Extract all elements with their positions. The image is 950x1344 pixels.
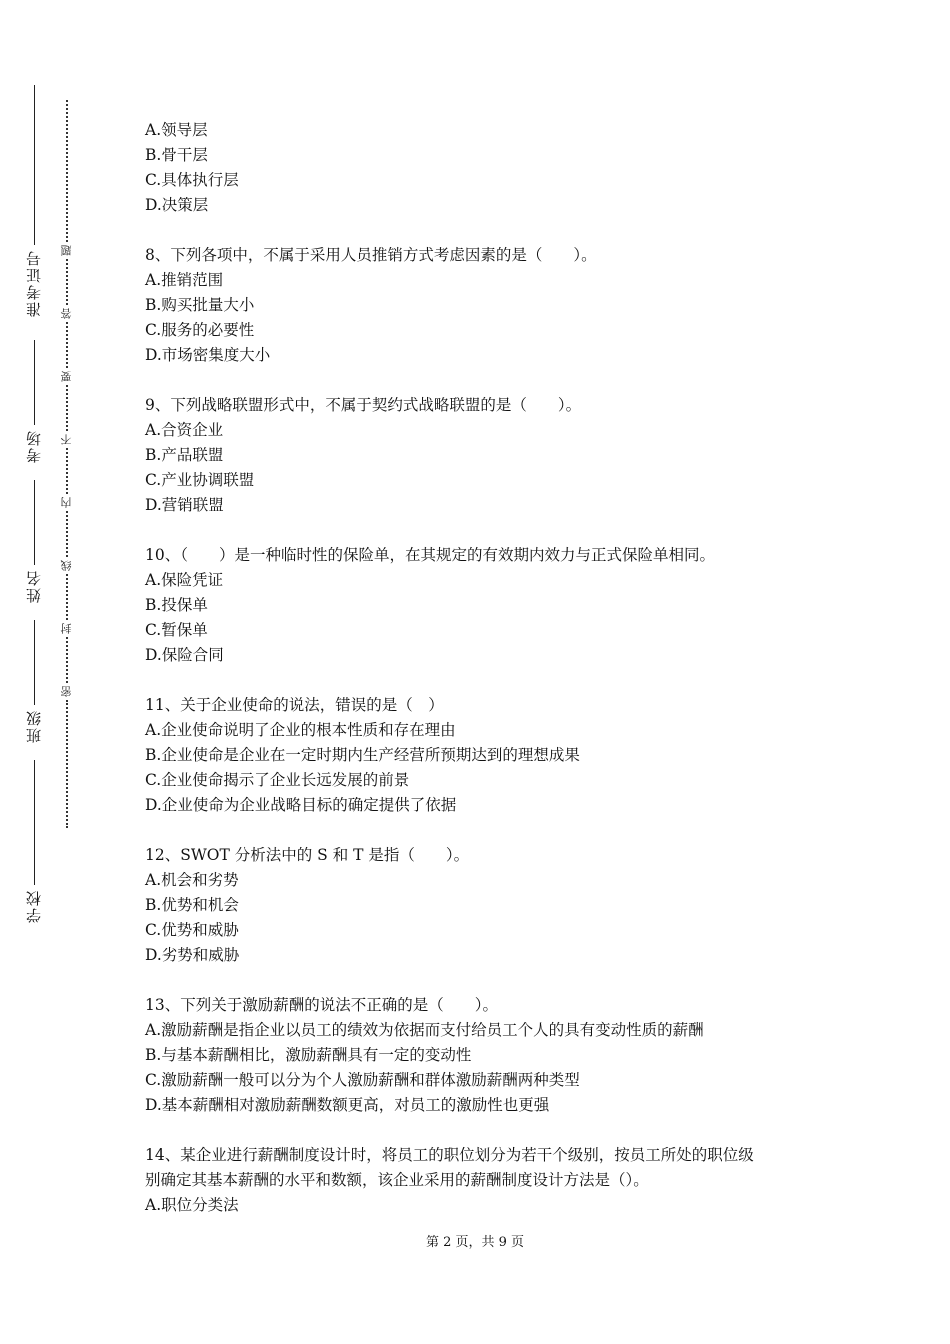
question-list: [145, 118, 825, 1243]
field-underline: [34, 620, 35, 705]
dotted-segment: [66, 100, 68, 242]
option: D.市场密集度大小: [145, 346, 271, 364]
option: D.基本薪酬相对激励薪酬数额更高，对员工的激励性也更强: [145, 1096, 550, 1114]
question-9: [145, 393, 825, 518]
seal-char: 题: [60, 245, 73, 256]
option: A.领导层: [145, 121, 208, 139]
side-field-class: [24, 620, 44, 747]
option: A.激励薪酬是指企业以员工的绩效为依据而支付给员工个人的具有变动性质的薪酬: [145, 1021, 704, 1039]
question-7-options: [145, 118, 825, 218]
field-underline: [34, 480, 35, 565]
dotted-segment: [66, 700, 68, 828]
question-11: [145, 693, 825, 818]
question-stem: 11、关于企业使命的说法，错误的是（ ）: [145, 696, 444, 714]
option: B.产品联盟: [145, 446, 224, 464]
option: D.决策层: [145, 196, 209, 214]
option: D.劣势和威胁: [145, 946, 240, 964]
option: B.投保单: [145, 596, 208, 614]
side-field-exam-room: [24, 340, 44, 467]
question-13: [145, 993, 825, 1118]
seal-char: 密: [60, 686, 73, 697]
dotted-segment: [66, 259, 68, 305]
field-underline: [34, 85, 35, 245]
field-label-exam-number: 准考证号: [25, 249, 43, 317]
option: B.优势和机会: [145, 896, 239, 914]
option: C.具体执行层: [145, 171, 239, 189]
seal-char: 封: [60, 623, 73, 634]
dotted-segment: [66, 385, 68, 431]
seal-char: 线: [60, 560, 73, 571]
field-label-exam-room: 考场: [25, 429, 43, 463]
seal-char: 不: [60, 434, 73, 445]
seal-char: 要: [60, 371, 73, 382]
question-stem: 别确定其基本薪酬的水平和数额，该企业采用的薪酬制度设计方法是（）。: [145, 1171, 649, 1189]
option: A.推销范围: [145, 271, 224, 289]
question-stem: 14、某企业进行薪酬制度设计时，将员工的职位划分为若干个级别，按员工所处的职位级: [145, 1146, 754, 1164]
dotted-segment: [66, 574, 68, 620]
question-stem: 12、SWOT 分析法中的 S 和 T 是指（ ）。: [145, 846, 470, 864]
dotted-segment: [66, 448, 68, 494]
option: B.购买批量大小: [145, 296, 255, 314]
dotted-segment: [66, 511, 68, 557]
dotted-segment: [66, 322, 68, 368]
question-stem: 9、下列战略联盟形式中，不属于契约式战略联盟的是（ ）。: [145, 396, 582, 414]
option: A.职位分类法: [145, 1196, 239, 1214]
option: B.企业使命是企业在一定时期内生产经营所预期达到的理想成果: [145, 746, 580, 764]
question-stem: 13、下列关于激励薪酬的说法不正确的是（ ）。: [145, 996, 498, 1014]
field-label-class: 班级: [25, 709, 43, 743]
option: C.优势和威胁: [145, 921, 239, 939]
question-stem: 10、（ ）是一种临时性的保险单，在其规定的有效期内效力与正式保险单相同。: [145, 546, 715, 564]
side-field-exam-number: [24, 85, 44, 321]
option: C.产业协调联盟: [145, 471, 255, 489]
option: A.机会和劣势: [145, 871, 239, 889]
option: C.激励薪酬一般可以分为个人激励薪酬和群体激励薪酬两种类型: [145, 1071, 580, 1089]
option: C.企业使命揭示了企业长远发展的前景: [145, 771, 410, 789]
option: B.与基本薪酬相比，激励薪酬具有一定的变动性: [145, 1046, 472, 1064]
dotted-segment: [66, 637, 68, 683]
side-field-name: [24, 480, 44, 607]
seal-char: 内: [60, 497, 73, 508]
seal-char: 答: [60, 308, 73, 319]
option: B.骨干层: [145, 146, 208, 164]
question-stem: 8、下列各项中，不属于采用人员推销方式考虑因素的是（ ）。: [145, 246, 597, 264]
field-label-school: 学校: [25, 889, 43, 923]
question-10: [145, 543, 825, 668]
field-label-name: 姓名: [25, 569, 43, 603]
field-underline: [34, 760, 35, 885]
option: D.营销联盟: [145, 496, 224, 514]
seal-line: [60, 100, 74, 828]
option: A.合资企业: [145, 421, 224, 439]
page-footer: 第 2 页，共 9 页: [425, 1235, 525, 1250]
option: A.企业使命说明了企业的根本性质和存在理由: [145, 721, 456, 739]
field-underline: [34, 340, 35, 425]
option: C.暂保单: [145, 621, 208, 639]
option: D.企业使命为企业战略目标的确定提供了依据: [145, 796, 457, 814]
question-12: [145, 843, 825, 968]
option: C.服务的必要性: [145, 321, 255, 339]
question-14: [145, 1143, 825, 1218]
option: A.保险凭证: [145, 571, 224, 589]
option: D.保险合同: [145, 646, 224, 664]
question-8: [145, 243, 825, 368]
side-field-school: [24, 760, 44, 927]
